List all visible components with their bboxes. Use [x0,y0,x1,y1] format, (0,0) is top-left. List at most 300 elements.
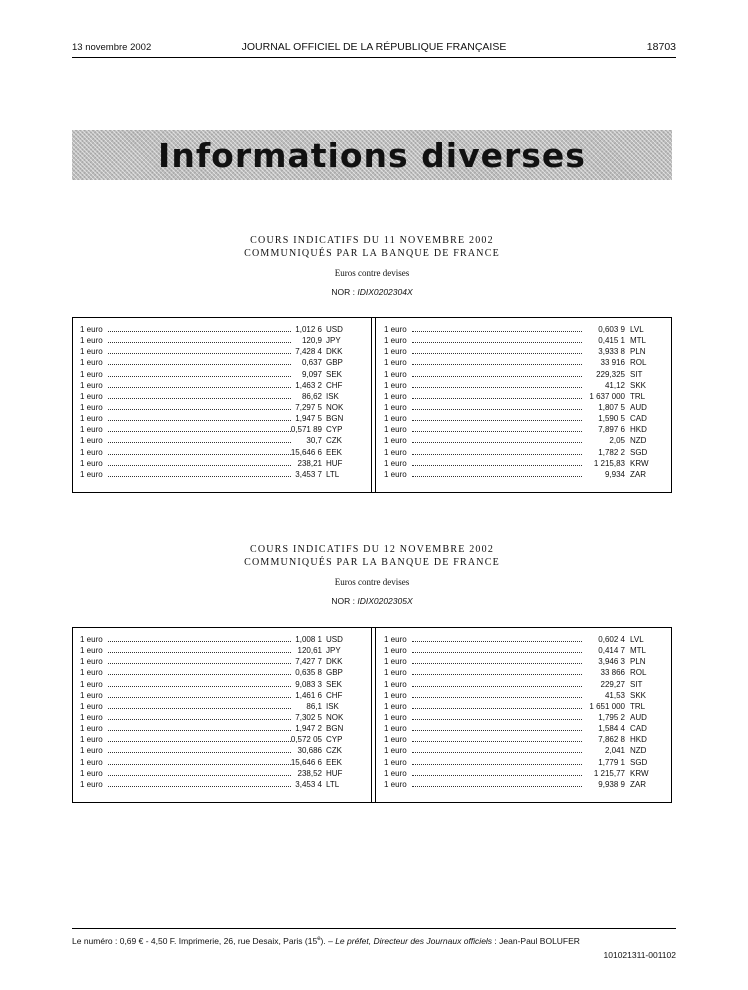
row-label: 1 euro [80,701,103,711]
currency-code: EEK [326,447,343,457]
rate-row [384,357,662,368]
row-label: 1 euro [80,402,103,412]
leader-dots [412,387,582,388]
leader-dots [412,376,582,377]
row-label: 1 euro [80,690,103,700]
rate-value: 7,427 7 [295,657,322,667]
currency-code: CHF [326,690,343,700]
currency-code: MTL [630,336,646,346]
rate-value: 2,041 [604,746,625,756]
rate-value: 0,572 05 [290,735,322,745]
rate-value: 9,938 9 [598,779,625,789]
leader-dots [412,431,582,432]
rate-value: 3,933 8 [598,347,625,357]
rate-value: 1,947 5 [295,414,322,424]
rate-value: 9,097 [301,369,322,379]
section-title-line-2: COMMUNIQUÉS PAR LA BANQUE DE FRANCE [244,248,500,259]
rate-row [384,768,662,779]
leader-dots [108,476,291,477]
rate-value: 7,428 4 [295,347,322,357]
rate-row [80,712,362,723]
currency-code: DKK [326,657,343,667]
currency-code: SEK [326,679,343,689]
currency-code: BGN [326,724,344,734]
row-label: 1 euro [384,768,407,778]
rate-row [80,380,362,391]
rate-row [80,768,362,779]
leader-dots [412,764,582,765]
currency-code: SIT [630,679,643,689]
rate-row [384,667,662,678]
row-label: 1 euro [384,657,407,667]
currency-code: PLN [630,347,646,357]
currency-code: USD [326,635,343,644]
rate-row [384,469,662,480]
row-label: 1 euro [384,779,407,789]
leader-dots [108,342,291,343]
row-label: 1 euro [80,325,103,334]
rate-value: 1,584 4 [598,724,625,734]
row-label: 1 euro [384,701,407,711]
rate-value: 1,782 2 [598,447,625,457]
rate-value: 1,008 1 [295,635,322,644]
rate-row [80,745,362,756]
leader-dots [108,764,291,765]
rate-value: 15,646 6 [290,447,322,457]
nor-label: NOR : [331,596,355,606]
rate-value: 3,453 7 [295,469,322,479]
currency-code: CZK [326,746,342,756]
row-label: 1 euro [80,414,103,424]
leader-dots [412,786,582,787]
rate-value: 33 866 [600,668,625,678]
leader-dots [412,398,582,399]
currency-code: CYP [326,735,343,745]
row-label: 1 euro [80,746,103,756]
rate-value: 2,05 [609,436,625,446]
row-label: 1 euro [384,347,407,357]
currency-code: TRL [630,391,646,401]
row-label: 1 euro [80,635,103,644]
leader-dots [108,708,291,709]
row-label: 1 euro [80,358,103,368]
rate-value: 30,7 [306,436,322,446]
rate-value: 30,686 [297,746,322,756]
currency-code: GBP [326,358,343,368]
leader-dots [412,641,582,642]
footer-rule [72,928,676,929]
rate-value: 0,635 8 [295,668,322,678]
currency-code: CZK [326,436,342,446]
rate-row [384,458,662,469]
leader-dots [412,674,582,675]
leader-dots [412,353,582,354]
rate-row [80,335,362,346]
rate-row [80,391,362,402]
currency-code: HKD [630,735,647,745]
currency-code: PLN [630,657,646,667]
row-label: 1 euro [384,358,407,368]
rate-row [80,667,362,678]
currency-code: LTL [326,779,340,789]
rate-row [384,690,662,701]
row-label: 1 euro [384,735,407,745]
leader-dots [108,674,291,675]
rates-column-left [80,324,362,480]
leader-dots [108,652,291,653]
currency-code: ROL [630,668,647,678]
leader-dots [108,752,291,753]
rates-table-1 [72,317,672,493]
leader-dots [412,652,582,653]
rate-row [80,424,362,435]
currency-code: NZD [630,436,647,446]
rate-value: 0,637 [301,358,322,368]
footer-italic: Le préfet, Directeur des Journaux officiels [335,936,493,946]
section-banner [72,130,672,180]
rate-value: 238,21 [297,458,322,468]
rate-row [80,656,362,667]
rate-row [384,645,662,656]
rate-row [80,701,362,712]
rate-value: 86,62 [301,391,322,401]
rate-value: 1,779 1 [598,757,625,767]
rates-table-2 [72,627,672,803]
leader-dots [108,730,291,731]
footer-text-start: Le numéro : 0,69 € - 4,50 F. Imprimerie, 26, rue Desaix, Paris (15 [72,936,318,946]
rate-row [384,324,662,335]
currency-code: SKK [630,380,647,390]
rate-row [80,723,362,734]
row-label: 1 euro [80,347,103,357]
rate-value: 1,795 2 [598,712,625,722]
leader-dots [412,364,582,365]
row-label: 1 euro [80,679,103,689]
rate-value: 7,302 5 [295,712,322,722]
currency-code: BGN [326,414,344,424]
currency-code: GBP [326,668,343,678]
rate-row [384,447,662,458]
rate-row [80,346,362,357]
section-heading-2 [72,543,672,606]
rate-value: 9,934 [604,469,625,479]
row-label: 1 euro [80,469,103,479]
rate-value: 120,9 [301,336,322,346]
rate-value: 1,012 6 [295,325,322,334]
leader-dots [412,741,582,742]
leader-dots [412,686,582,687]
rate-row [384,679,662,690]
row-label: 1 euro [384,679,407,689]
rates-column-right [384,324,662,480]
rate-row [384,745,662,756]
rate-value: 229,27 [600,679,625,689]
rate-value: 9,083 3 [295,679,322,689]
row-label: 1 euro [384,646,407,656]
leader-dots [108,786,291,787]
leader-dots [108,775,291,776]
leader-dots [412,775,582,776]
section-title-line-2: COMMUNIQUÉS PAR LA BANQUE DE FRANCE [244,557,500,568]
rate-row [80,779,362,790]
rate-value: 1,947 2 [295,724,322,734]
rate-row [384,335,662,346]
currency-code: SIT [630,369,643,379]
rate-row [384,779,662,790]
rate-value: 0,414 7 [598,646,625,656]
rate-row [80,402,362,413]
leader-dots [108,719,291,720]
rate-row [80,679,362,690]
currency-code: JPY [326,646,341,656]
row-label: 1 euro [384,724,407,734]
nor-reference [72,596,672,606]
row-label: 1 euro [384,380,407,390]
rate-row [384,413,662,424]
leader-dots [108,431,291,432]
row-label: 1 euro [80,436,103,446]
rate-value: 0,571 89 [290,425,322,435]
rate-row [384,723,662,734]
row-label: 1 euro [384,668,407,678]
currency-code: CAD [630,724,647,734]
leader-dots [412,752,582,753]
leader-dots [108,331,291,332]
leader-dots [412,708,582,709]
rate-row [80,458,362,469]
leader-dots [412,465,582,466]
rate-value: 15,646 6 [290,757,322,767]
rate-row [384,391,662,402]
rate-value: 1,461 6 [295,690,322,700]
table-divider [371,318,376,492]
row-label: 1 euro [384,425,407,435]
leader-dots [412,442,582,443]
currency-code: AUD [630,402,647,412]
rate-row [384,402,662,413]
rate-value: 7,897 6 [598,425,625,435]
currency-code: NZD [630,746,647,756]
rate-row [80,734,362,745]
currency-code: CHF [326,380,343,390]
leader-dots [108,686,291,687]
leader-dots [412,331,582,332]
rate-row [384,346,662,357]
currency-code: SGD [630,757,648,767]
row-label: 1 euro [80,668,103,678]
rate-value: 7,297 5 [295,402,322,412]
leader-dots [108,353,291,354]
row-label: 1 euro [384,414,407,424]
currency-code: ZAR [630,779,646,789]
row-label: 1 euro [384,458,407,468]
currency-code: LVL [630,635,644,644]
row-label: 1 euro [384,469,407,479]
rates-column-right [384,634,662,790]
header-page-number: 18703 [646,41,676,53]
section-subtitle: Euros contre devises [334,577,410,587]
leader-dots [412,697,582,698]
row-label: 1 euro [80,768,103,778]
currency-code: DKK [326,347,343,357]
row-label: 1 euro [384,436,407,446]
page-header [72,40,676,56]
row-label: 1 euro [80,369,103,379]
currency-code: TRL [630,701,646,711]
rate-value: 0,602 4 [598,635,625,644]
rate-value: 1 215,83 [593,458,625,468]
rate-value: 86,1 [306,701,322,711]
rate-row [384,369,662,380]
currency-code: KRW [630,458,649,468]
row-label: 1 euro [80,380,103,390]
table-divider [371,628,376,802]
row-label: 1 euro [80,712,103,722]
row-label: 1 euro [80,657,103,667]
currency-code: LVL [630,325,644,334]
rate-row [80,757,362,768]
row-label: 1 euro [384,391,407,401]
row-label: 1 euro [80,391,103,401]
rate-row [80,369,362,380]
row-label: 1 euro [384,336,407,346]
leader-dots [108,398,291,399]
row-label: 1 euro [384,712,407,722]
nor-code: IDIX0202305X [357,596,413,606]
rate-value: 0,603 9 [598,325,625,334]
rate-value: 0,415 1 [598,336,625,346]
currency-code: KRW [630,768,649,778]
currency-code: USD [326,325,343,334]
rate-value: 41,12 [604,380,625,390]
leader-dots [108,409,291,410]
rate-row [80,357,362,368]
row-label: 1 euro [80,779,103,789]
header-rule [72,57,676,58]
footer-text-end: : Jean-Paul BOLUFER [492,936,580,946]
section-title-line-1: COURS INDICATIFS DU 11 NOVEMBRE 2002 [250,235,494,246]
currency-code: HKD [630,425,647,435]
currency-code: AUD [630,712,647,722]
rate-value: 1 651 000 [589,701,625,711]
rate-value: 3,946 3 [598,657,625,667]
currency-code: SEK [326,369,343,379]
section-heading-1 [72,234,672,297]
currency-code: EEK [326,757,343,767]
footer-imprint [72,936,676,946]
leader-dots [412,420,582,421]
leader-dots [412,719,582,720]
rate-row [384,656,662,667]
row-label: 1 euro [384,635,407,644]
leader-dots [412,730,582,731]
rate-value: 1 637 000 [589,391,625,401]
leader-dots [412,409,582,410]
rate-row [80,435,362,446]
banner-title: Informations diverses [158,136,586,175]
leader-dots [108,454,291,455]
rate-value: 41,53 [604,690,625,700]
leader-dots [108,387,291,388]
row-label: 1 euro [80,447,103,457]
footer-superscript: e [317,936,321,943]
rate-row [384,424,662,435]
currency-code: HUF [326,768,343,778]
rate-value: 1,807 5 [598,402,625,412]
leader-dots [108,663,291,664]
nor-reference [72,287,672,297]
footer-code: 101021311-001102 [603,950,676,960]
rate-row [384,701,662,712]
leader-dots [412,476,582,477]
rate-row [384,757,662,768]
leader-dots [108,364,291,365]
rate-row [80,413,362,424]
row-label: 1 euro [384,757,407,767]
row-label: 1 euro [80,724,103,734]
rate-row [384,435,662,446]
leader-dots [108,697,291,698]
rate-row [80,645,362,656]
section-title-line-1: COURS INDICATIFS DU 12 NOVEMBRE 2002 [249,544,495,555]
currency-code: SKK [630,690,647,700]
row-label: 1 euro [80,458,103,468]
rate-row [384,712,662,723]
row-label: 1 euro [384,690,407,700]
currency-code: MTL [630,646,646,656]
rate-row [384,634,662,645]
row-label: 1 euro [384,369,407,379]
row-label: 1 euro [80,425,103,435]
currency-code: NOK [326,402,344,412]
currency-code: ROL [630,358,647,368]
rate-row [80,690,362,701]
currency-code: HUF [326,458,343,468]
header-date: 13 novembre 2002 [72,42,152,53]
row-label: 1 euro [384,402,407,412]
currency-code: CAD [630,414,647,424]
rate-value: 3,453 4 [295,779,322,789]
leader-dots [412,454,582,455]
rates-column-left [80,634,362,790]
rate-value: 1,463 2 [295,380,322,390]
row-label: 1 euro [80,336,103,346]
leader-dots [108,420,291,421]
row-label: 1 euro [384,447,407,457]
leader-dots [108,376,291,377]
currency-code: NOK [326,712,344,722]
footer-text-mid: ). – [320,936,336,946]
rate-value: 33 916 [600,358,625,368]
rate-row [80,634,362,645]
row-label: 1 euro [384,325,407,334]
rate-row [384,734,662,745]
header-title: JOURNAL OFFICIEL DE LA RÉPUBLIQUE FRANÇAISE [241,41,507,53]
row-label: 1 euro [384,746,407,756]
currency-code: LTL [326,469,340,479]
section-subtitle: Euros contre devises [334,268,410,278]
row-label: 1 euro [80,757,103,767]
currency-code: JPY [326,336,341,346]
nor-code: IDIX0202304X [357,287,413,297]
rate-row [80,324,362,335]
row-label: 1 euro [80,646,103,656]
rate-value: 229,325 [596,369,625,379]
leader-dots [108,442,291,443]
currency-code: ISK [326,391,339,401]
leader-dots [108,741,291,742]
currency-code: ZAR [630,469,646,479]
